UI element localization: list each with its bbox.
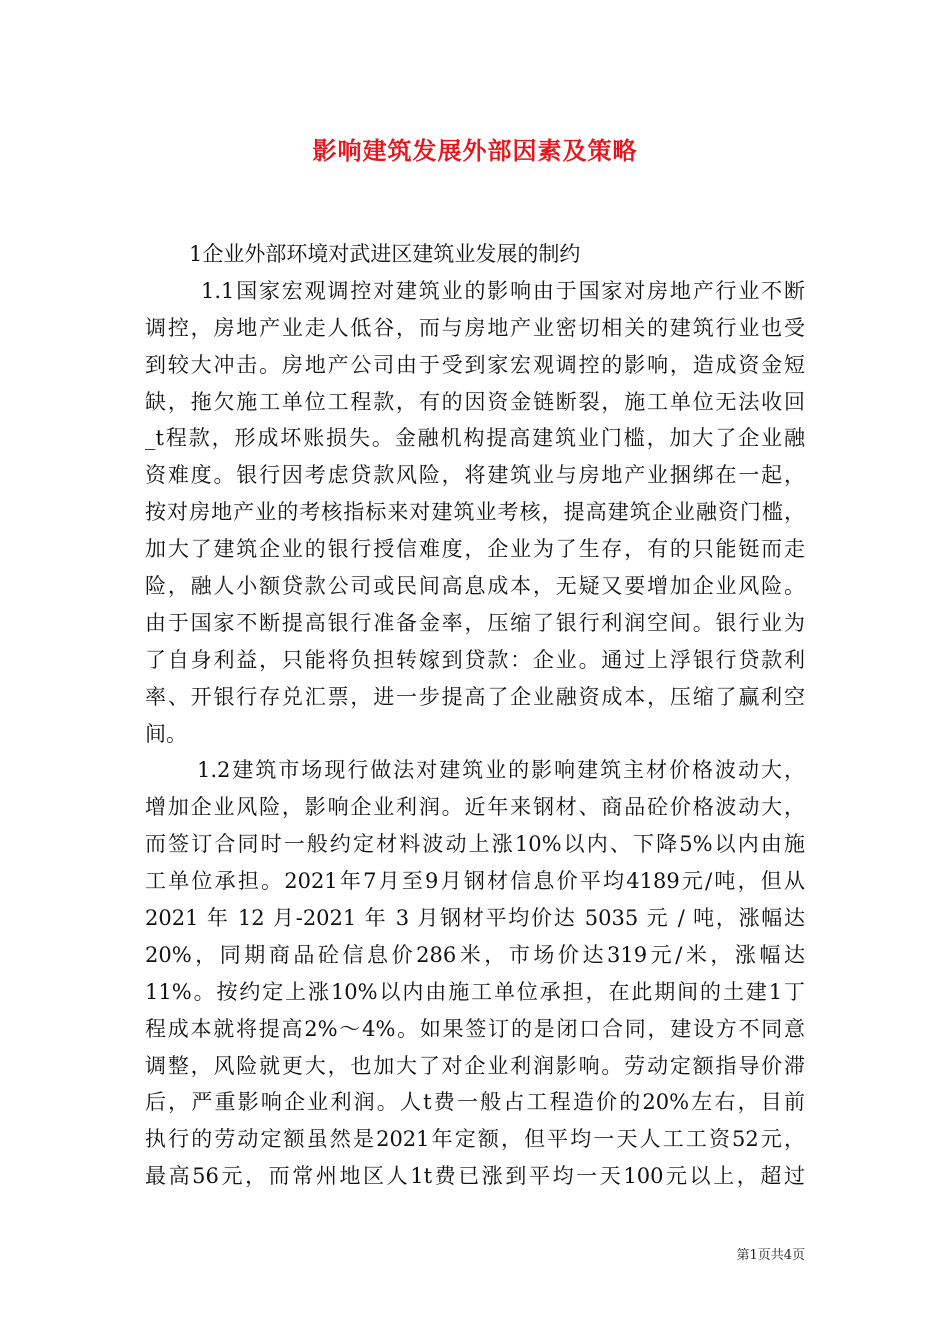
- text-line: 间。: [145, 721, 187, 746]
- page-title: 影响建筑发展外部因素及策略: [312, 136, 638, 165]
- text-line: 加大了建筑企业的银行授信难度，企业为了生存，有的只能铤而走: [145, 537, 805, 562]
- text-line: 了自身利益，只能将负担转嫁到贷款：企业。通过上浮银行贷款利: [145, 647, 805, 672]
- text-line: 到较大冲击。房地产公司由于受到家宏观调控的影响，造成资金短: [145, 352, 805, 377]
- text-line: 按对房地产业的考核指标来对建筑业考核，提高建筑企业融资门槛，: [145, 500, 805, 525]
- paragraph-1-1: [145, 273, 805, 753]
- text-line: 最高56元，而常州地区人1t费已涨到平均一天100元以上，超过: [145, 1164, 805, 1189]
- text-line: 而签订合同时一般约定材料波动上涨10%以内、下降5%以内由施: [145, 832, 805, 857]
- text-line: 由于国家不断提高银行准备金率，压缩了银行利润空间。银行业为: [145, 610, 805, 635]
- text-line: _t程款，形成坏账损失。金融机构提高建筑业门槛，加大了企业融: [145, 426, 805, 451]
- document-body: [145, 236, 805, 1195]
- text-line: 执行的劳动定额虽然是2021年定额，但平均一天人工工资52元，: [145, 1127, 805, 1152]
- page-number: 第1页共4页: [736, 1248, 805, 1263]
- text-line: 2021 年 12 月-2021 年 3 月钢材平均价达 5035 元 / 吨，涨幅达: [145, 906, 805, 931]
- paragraph-1-2: [145, 752, 805, 1195]
- text-line: 程成本就将提高2%～4%。如果签订的是闭口合同，建设方不同意: [145, 1016, 805, 1041]
- text-line: 险，融人小额贷款公司或民间高息成本，无疑又要增加企业风险。: [145, 574, 805, 599]
- text-line: 资难度。银行因考虑贷款风险，将建筑业与房地产业捆绑在一起，: [145, 463, 805, 488]
- section-heading: 1企业外部环境对武进区建筑业发展的制约: [189, 242, 581, 266]
- text-line: 工单位承担。2021年7月至9月钢材信息价平均4189元/吨，但从: [145, 869, 805, 894]
- text-line: 11%。按约定上涨10%以内由施工单位承担，在此期间的土建1丁: [145, 979, 805, 1004]
- text-line: 1.2建筑市场现行做法对建筑业的影响建筑主材价格波动大，: [197, 758, 805, 783]
- text-line: 增加企业风险，影响企业利润。近年来钢材、商品砼价格波动大，: [145, 795, 805, 820]
- text-line: 率、开银行存兑汇票，进一步提高了企业融资成本，压缩了赢利空: [145, 684, 805, 709]
- text-line: 20%，同期商品砼信息价286米，市场价达319元/米，涨幅达: [145, 942, 805, 967]
- text-line: 1.1国家宏观调控对建筑业的影响由于国家对房地产行业不断: [201, 278, 805, 303]
- text-line: 缺，拖欠施工单位工程款，有的因资金链断裂，施工单位无法收回: [145, 389, 805, 414]
- text-line: 后，严重影响企业利润。人t费一般占工程造价的20%左右，目前: [145, 1090, 805, 1115]
- text-line: 调控，房地产业走人低谷，而与房地产业密切相关的建筑行业也受: [145, 315, 805, 340]
- text-line: 调整，风险就更大，也加大了对企业利润影响。劳动定额指导价滞: [145, 1053, 805, 1078]
